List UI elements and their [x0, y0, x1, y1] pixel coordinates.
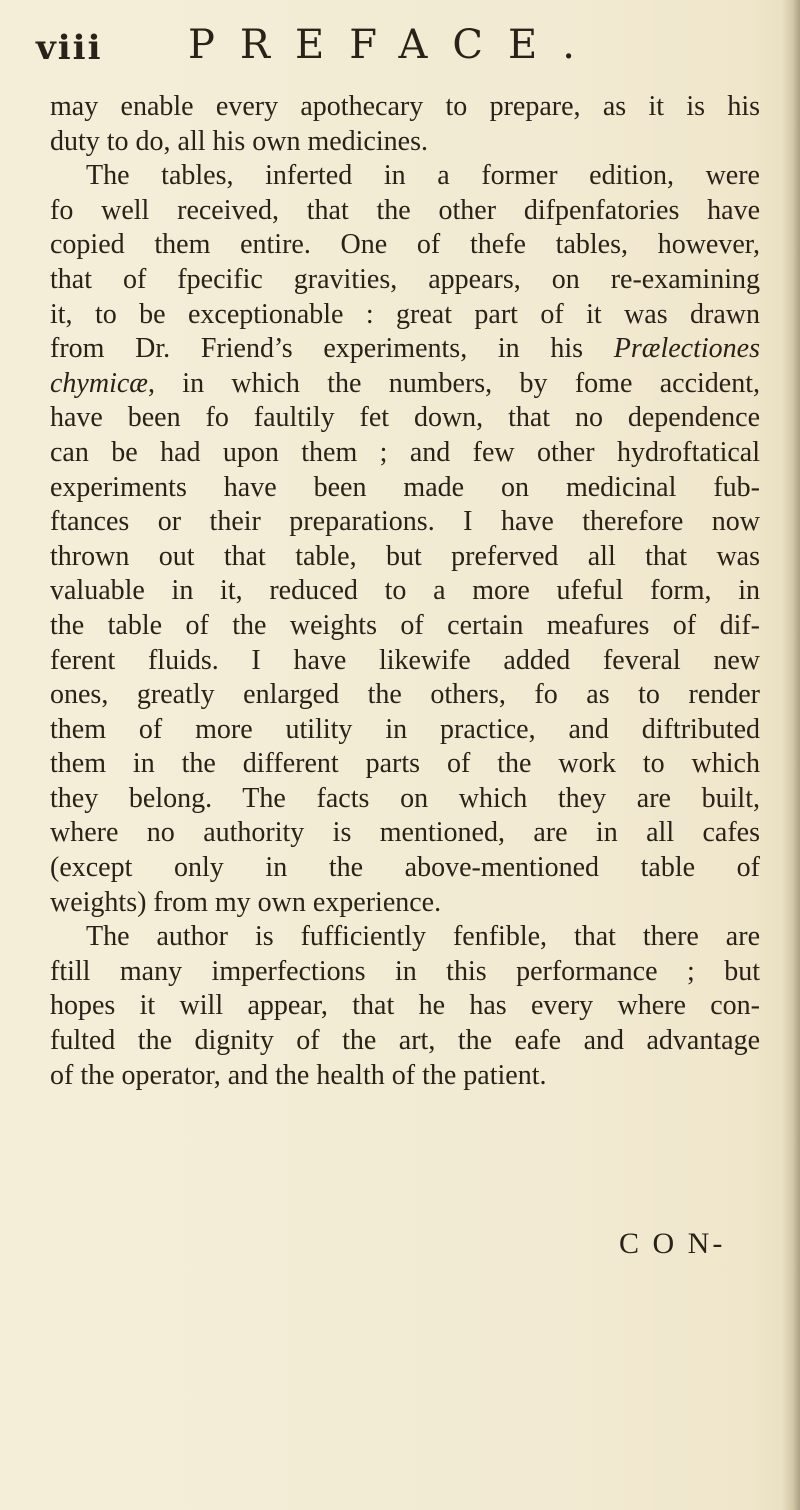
text-line: copied them entire. One of thefe tables, however, — [50, 229, 760, 261]
text-line: may enable every apothecary to prepare, as it is his — [50, 91, 760, 122]
text-line: ftances or their preparations. I have therefore now — [50, 506, 760, 538]
text-line: duty to do, all his own medicines. — [50, 125, 428, 157]
italic-title: chymicæ — [50, 367, 148, 399]
text-line: hopes it will appear, that he has every where con- — [50, 990, 760, 1022]
text-line: them of more utility in practice, and diftributed — [50, 713, 760, 745]
text-line: ferent fluids. I have likewife added feveral new — [50, 644, 760, 676]
text-line: The tables, inferted in a former edition, were — [86, 160, 760, 192]
catchword: C O N- — [619, 1227, 726, 1260]
italic-title: Prælectiones — [613, 333, 760, 365]
text-line: (except only in the above-mentioned table of — [50, 852, 760, 884]
page-header — [36, 22, 740, 82]
text-line: the table of the weights of certain meafures of dif- — [50, 609, 760, 641]
text-line: experiments have been made on medicinal fub- — [50, 471, 760, 503]
page-edge-shadow — [782, 0, 800, 1510]
text-line: The author is fufficiently fenfible, that there are — [86, 921, 760, 953]
text-line: fo well received, that the other difpenfatories have — [50, 194, 760, 226]
text-line: them in the different parts of the work to which — [50, 748, 760, 780]
text-line: ones, greatly enlarged the others, fo as to render — [50, 679, 760, 711]
text-line: valuable in it, reduced to a more ufeful form, in — [50, 575, 760, 607]
text-line: weights) from my own experience. — [50, 886, 442, 918]
running-head: PREFACE. — [188, 22, 600, 68]
text-line: that of fpecific gravities, appears, on re-examining — [50, 263, 760, 295]
text-line: it, to be exceptionable : great part of it was drawn — [50, 298, 760, 330]
text-line: where no authority is mentioned, are in all cafes — [50, 817, 760, 849]
text-line: can be had upon them ; and few other hydroftatical — [50, 436, 760, 468]
text-line: ftill many imperfections in this performance ; but — [50, 955, 760, 987]
body-text — [50, 90, 760, 1093]
text-line: chymicæ, in which the numbers, by fome accident, — [50, 367, 760, 399]
page-number: viii — [36, 28, 103, 68]
text-line: they belong. The facts on which they are built, — [50, 782, 760, 814]
text-line: from Dr. Friend’s experiments, in his Prælectiones — [50, 333, 760, 365]
text-line: have been fo faultily fet down, that no dependence — [50, 402, 760, 434]
text-line: of the operator, and the health of the patient. — [50, 1059, 547, 1091]
text-line: fulted the dignity of the art, the eafe and advantage — [50, 1025, 760, 1057]
text-line: thrown out that table, but preferved all that was — [50, 540, 760, 572]
